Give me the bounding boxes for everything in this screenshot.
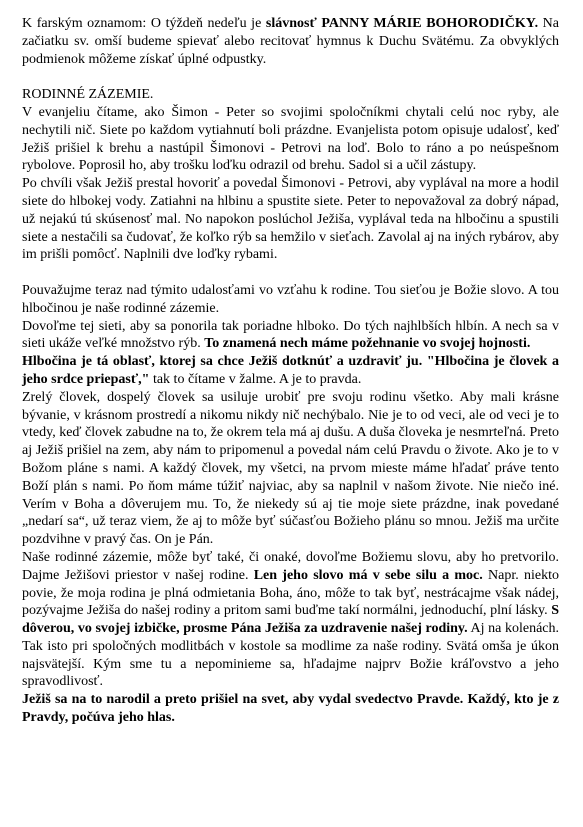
depth-text: tak to čítame v žalme. A je to pravda. [149,371,362,387]
net-paragraph [22,318,559,354]
net-text: Dovoľme tej sieti, aby sa ponorila tak poriadne hlboko. Do tých najhlbších hlbín. A nech sa v sieti ukáže veľké množstvo rýb. [22,318,559,352]
paragraph-gap [22,68,559,86]
depth-quote: Hlbočina je tá oblasť, ktorej sa chce Ježiš dotknúť a uzdraviť ju. "Hlbočina je človek a jeho srdce priepasť," [22,354,559,387]
depth-paragraph [22,353,559,389]
family-text-1: Naše rodinné zázemie, môže byť také, či onaké, dovoľme Božiemu slovu, aby ho pretvorilo. Dajme Ježišovi priestor v našej rodine. [22,549,559,583]
announcement-details: Na začiatku sv. omší budeme spievať alebo recitovať hymnus k Duchu Svätému. Za obvyklých podmienok môžeme získať úplné odpustky. [22,16,560,67]
mature-person-paragraph: Zrelý človek, dospelý človek sa usiluje urobiť pre svoju rodinu všetko. Aby mali krásne bývanie, v krásnom prostredí a nikomu nikdy nič nechýbalo. Nie je to od veci, ale od veci je to vtedy, keď človek zabudne na to, že okrem tela má aj dušu. A duša človeka je nesmrteľná. Preto aj Ježiš prišiel na zem, aby nám to pripomenul a povedal nám celú Pravdu o živote. Ako je to v Božom pláne s nami. A každý človek, my všetci, na prvom mieste máme hľadať práve tento Boží plán s nami. Po ňom máme túžiť najviac, aby sa naplnil v našom živote. Nie niečo iné. Verím v Boha a dôverujem mu. To, že niekedy sú aj tie moje siete prázdne, inak povedané „nedarí sa“, už teraz viem, že aj to môže byť súčasťou Božieho plánu so mnou. Ježiš ma určite pozdvihne v pravý čas. On je Pán. [22,389,559,548]
blessing-sentence: To znamená nech máme požehnanie vo svojej hojnosti. [204,336,531,352]
family-text-3: Aj na kolenách. Tak isto pri spoločných modlitbách v kostole sa modlime za naše rodiny. Svätá omša je úkon najsvätejší. Kým sme tu a nepominieme sa, hľadajme najprv Božie kráľovstvo a jeho spravodlivosť. [22,621,559,690]
closing-paragraph [22,691,559,727]
family-text-2: Napr. niekto povie, že moja rodina je plná odmietania Boha, áno, môže to tak byť, nestrácajme však nádej, pozývajme Ježiša do našej rodiny a pritom sami buďme takí normálni, jednoduchí, plní lásky. [22,567,559,619]
word-power-sentence: Len jeho slovo má v sebe silu a moc. [253,567,483,583]
reflection-paragraph: Pouvažujme teraz nad týmito udalosťami vo vzťahu k rodine. Tou sieťou je Božie slovo. A tou hlbočinou je naše rodinné zázemie. [22,282,559,316]
prayer-sentence: S dôverou, vo svojej izbičke, prosme Pána Ježiša za uzdravenie našej rodiny. [22,603,559,637]
paragraph-gap [22,264,559,282]
announcement-feast-name: slávnosť PANNY MÁRIE BOHORODIČKY. [265,16,539,31]
document-page [22,15,559,727]
family-background-paragraph [22,549,559,691]
gospel-paragraph: V evanjeliu čítame, ako Šimon - Peter so svojimi spoločníkmi chytali celú noc ryby, ale nechytili nič. Siete po každom vytiahnutí boli prázdne. Evanjelista potom opisuje udalosť, keď Ježiš prišiel k brehu a nastúpil Šimonovi - Petrovi na loď. Bolo to ráno a po neúspešnom rybolove. Poprosil ho, aby trošku loďku odrazil od brehu. Sadol si a učil zástupy. [22,104,559,174]
section-title: RODINNÉ ZÁZEMIE. [22,87,154,103]
announcement-text: K farským oznamom: O týždeň nedeľu je [22,16,266,31]
deep-water-paragraph: Po chvíli však Ježiš prestal hovoriť a povedal Šimonovi - Petrovi, aby vyplával na more a hodil siete do hlbokej vody. Zatiahni na hlbinu a spustite siete. Peter to nepovažoval za dobrý nápad, už nejakú tú skúsenosť mal. No napokon poslúchol Ježiša, vyplával teda na hlbočinu a spustili siete a nestačili sa čudovať, že koľko rýb sa hemžilo v sieťach. Zavolal aj na iných rybárov, aby im prišli pomôcť. Naplnili dve loďky rybami. [22,176,559,263]
announcement-paragraph [22,15,559,68]
closing-truth-sentence: Ježiš sa na to narodil a preto prišiel na svet, aby vydal svedectvo Pravde. Každý, kto je z Pravdy, počúva jeho hlas. [22,692,559,726]
